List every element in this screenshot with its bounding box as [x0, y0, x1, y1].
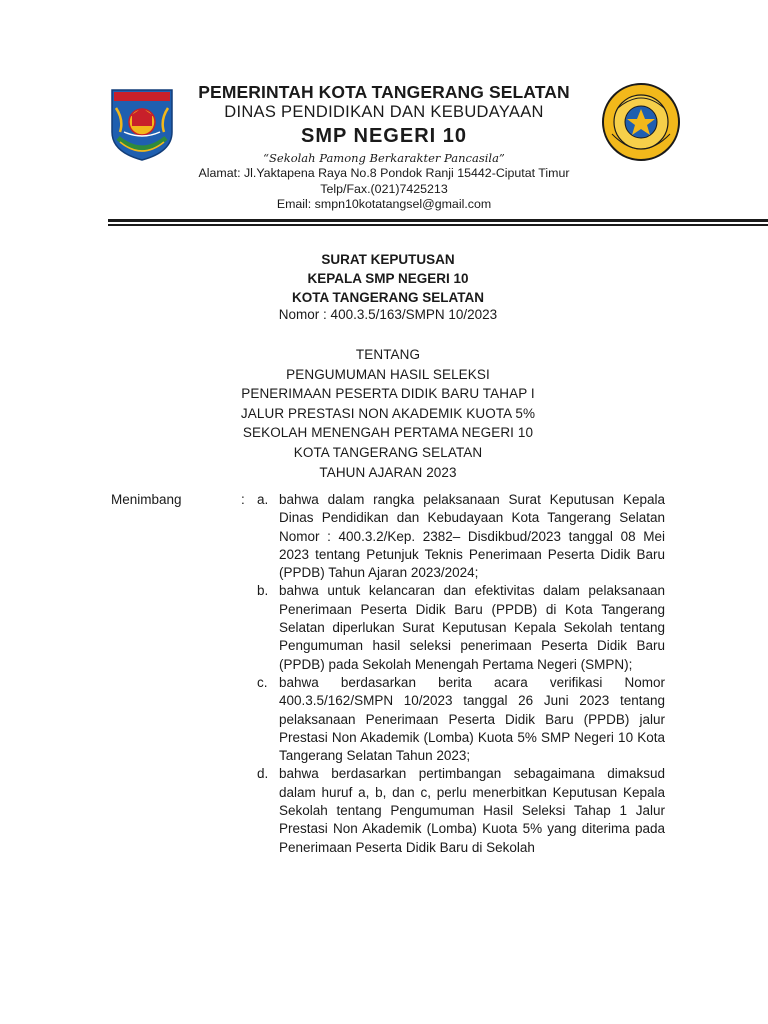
decree-title-line1: SURAT KEPUTUSAN — [321, 252, 455, 267]
considering-item — [257, 674, 665, 765]
item-letter: a. — [257, 492, 269, 507]
item-text: bahwa dalam rangka pelaksanaan Surat Keputusan Kepala Dinas Pendidikan dan Kebudayaan Kota Tangerang Selatan Nomor : 400.3.2/Kep. 2382– Disdikbud/2023 tanggal 08 Mei 2023 tentang Petunjuk Teknis Penerimaan Peserta Didik Baru (PPDB) Tahun Ajaran 2023/2024; — [279, 492, 665, 581]
considering-item — [257, 582, 665, 673]
item-letter: c. — [257, 674, 268, 690]
considering-list — [257, 491, 665, 857]
smp-negeri-10-emblem — [598, 82, 684, 162]
considering-colon: : — [241, 492, 245, 507]
letterhead-department: DINAS PENDIDIKAN DAN KEBUDAYAAN — [224, 103, 544, 121]
item-letter: d. — [257, 766, 269, 782]
decree-title-line3: KOTA TANGERANG SELATAN — [292, 290, 484, 305]
item-text: bahwa untuk kelancaran dan efektivitas dalam pelaksanaan Penerimaan Peserta Didik Baru (PPDB) di Kota Tangerang Selatan diperlukan Surat Keputusan Kepala Sekolah tentang Pengumuman hasil seleksi penerimaan Peserta Didik Baru (PPDB) pada Sekolah Menengah Pertama Negeri (SMPN); — [279, 583, 665, 672]
letterhead — [170, 82, 598, 213]
subject-line: JALUR PRESTASI NON AKADEMIK KUOTA 5% — [240, 405, 536, 421]
letterhead-school-name: SMP NEGERI 10 — [300, 125, 468, 147]
kota-tangerang-selatan-emblem — [104, 86, 180, 162]
decree-number: Nomor : 400.3.5/163/SMPN 10/2023 — [278, 307, 498, 322]
subject-line: TAHUN AJARAN 2023 — [319, 464, 457, 480]
subject-line: PENGUMUMAN HASIL SELEKSI — [286, 366, 490, 382]
subject-heading: TENTANG — [355, 347, 421, 362]
subject-line: SEKOLAH MENENGAH PERTAMA NEGERI 10 — [242, 425, 534, 441]
item-text: bahwa berdasarkan berita acara verifikasi Nomor 400.3.5/162/SMPN 10/2023 tanggal 26 Juni 2023 tentang pelaksanaan Penerimaan Peserta Didik Baru (PPDB) jalur Prestasi Non Akademik (Lomba) Kuota 5% SMP Negeri 10 Kota Tangerang Selatan Tahun 2023; — [279, 674, 665, 764]
letterhead-email: Email: smpn10kotatangsel@gmail.com — [276, 197, 492, 211]
decree-title — [108, 250, 668, 307]
letterhead-divider-thin — [108, 224, 768, 226]
subject-line: PENERIMAAN PESERTA DIDIK BARU TAHAP I — [241, 386, 535, 402]
letterhead-motto: “Sekolah Pamong Berkarakter Pancasila” — [263, 151, 505, 165]
letterhead-address: Alamat: Jl.Yaktapena Raya No.8 Pondok Ranji 15442-Ciputat Timur — [198, 166, 570, 180]
letterhead-government: PEMERINTAH KOTA TANGERANG SELATAN — [198, 82, 570, 102]
item-text: bahwa berdasarkan pertimbangan sebagaimana dimaksud dalam huruf a, b, dan c, perlu menerbitkan Keputusan Kepala Sekolah tentang Pengumuman Hasil Seleksi Tahap 1 Jalur Prestasi Non Akademik (Lomba) Kuota 5% yang diterima pada Penerimaan Peserta Didik Baru di Sekolah — [279, 766, 665, 855]
considering-item — [257, 765, 665, 856]
decree-title-line2: KEPALA SMP NEGERI 10 — [307, 271, 469, 286]
letterhead-phone: Telp/Fax.(021)7425213 — [320, 181, 448, 196]
considering-item — [257, 491, 665, 582]
considering-label: Menimbang — [111, 492, 182, 507]
subject-line: KOTA TANGERANG SELATAN — [293, 444, 483, 460]
letterhead-divider-thick — [108, 219, 768, 222]
item-letter: b. — [257, 583, 269, 599]
decree-subject — [108, 345, 668, 482]
